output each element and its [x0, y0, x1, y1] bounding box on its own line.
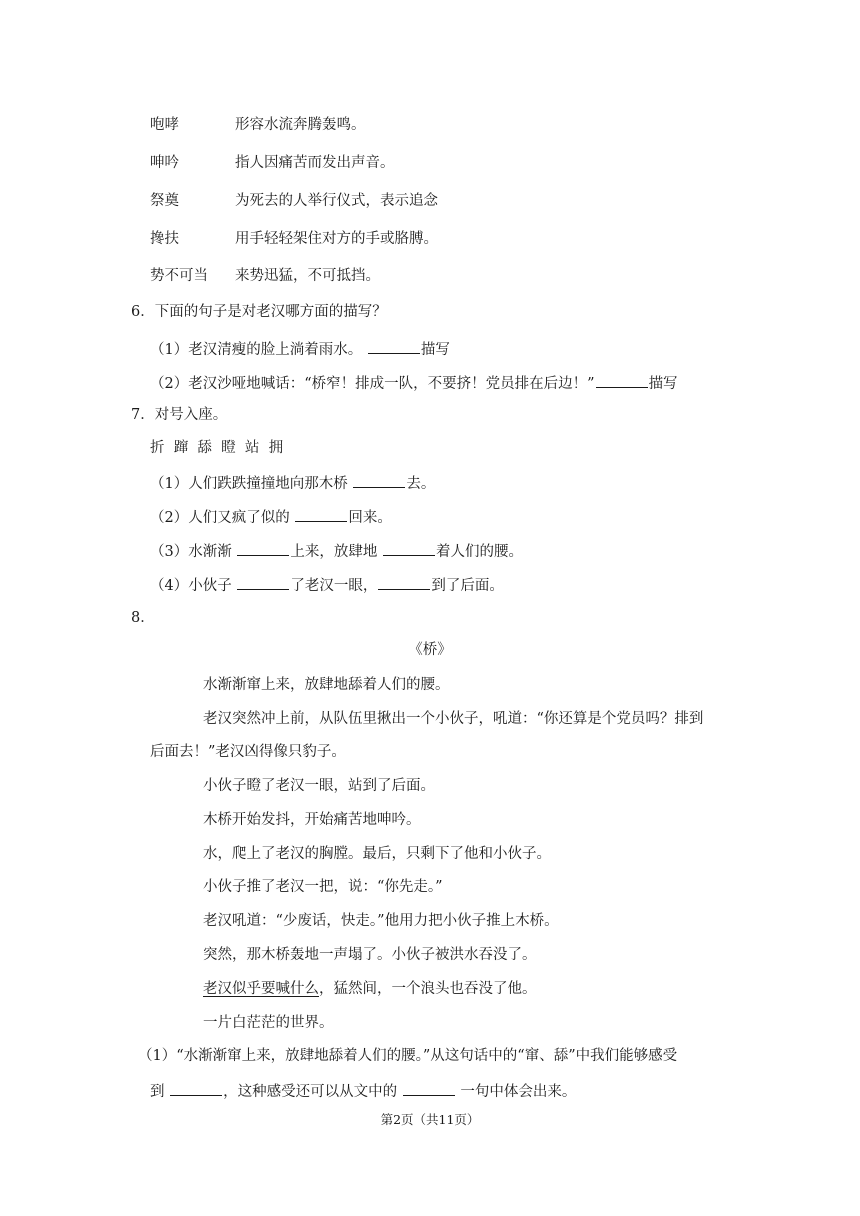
vocab-definition: 形容水流奔腾轰鸣。	[235, 117, 366, 133]
answer-blank[interactable]	[237, 540, 289, 556]
q6-item-2: （2）老汉沙哑地喊话：“桥窄！排成一队，不要挤！党员排在后边！” 描写	[150, 372, 678, 394]
vocab-definition: 用手轻轻架住对方的手或胳膊。	[235, 231, 438, 247]
vocab-term: 咆哮	[150, 117, 179, 133]
vocab-term: 势不可当	[150, 268, 208, 284]
passage-paragraph: 老汉突然冲上前，从队伍里揪出一个小伙子，吼道：“你还算是个党员吗？排到	[203, 711, 704, 727]
answer-blank[interactable]	[378, 574, 430, 590]
passage-paragraph: 老汉似乎要喊什么，猛然间，一个浪头也吞没了他。	[203, 981, 537, 997]
question-7	[131, 405, 227, 425]
passage-title: 《桥》	[408, 642, 452, 658]
question-prompt: 下面的句子是对老汉哪方面的描写？	[154, 304, 387, 320]
page-footer: 第2页（共11页）	[380, 1112, 480, 1127]
vocab-term: 搀扶	[150, 231, 179, 247]
q7-item-4: （4）小伙子 了老汉一眼， 到了后面。	[150, 574, 504, 596]
passage-paragraph: 木桥开始发抖，开始痛苦地呻吟。	[203, 812, 421, 828]
vocab-term: 祭奠	[150, 193, 179, 209]
question-number: 6．	[131, 304, 155, 320]
answer-blank[interactable]	[596, 372, 648, 388]
answer-blank[interactable]	[403, 1080, 455, 1096]
q8-sub1-line1: （1）“水渐渐窜上来，放肆地舔着人们的腰。”从这句话中的“窜、舔”中我们能够感受	[138, 1048, 678, 1064]
vocab-definition: 来势迅猛，不可抵挡。	[235, 268, 380, 284]
question-8-number: 8．	[131, 610, 155, 626]
passage-paragraph: 小伙子瞪了老汉一眼，站到了后面。	[203, 778, 435, 794]
passage-paragraph: 突然，那木桥轰地一声塌了。小伙子被洪水吞没了。	[203, 947, 537, 963]
question-6	[131, 302, 387, 322]
underlined-sentence: 老汉似乎要喊什么	[203, 981, 319, 997]
vocab-term: 呻吟	[150, 155, 179, 171]
answer-blank[interactable]	[170, 1080, 222, 1096]
answer-blank[interactable]	[295, 506, 347, 522]
vocab-definition: 为死去的人举行仪式，表示追念	[235, 193, 438, 209]
answer-blank[interactable]	[353, 472, 405, 488]
q7-item-2: （2）人们又疯了似的 回来。	[150, 506, 392, 528]
passage-paragraph: 老汉吼道：“少废话，快走。”他用力把小伙子推上木桥。	[203, 913, 559, 929]
q8-sub1-line2: 到 ，这种感受还可以从文中的 一句中体会出来。	[150, 1080, 576, 1102]
q7-item-1: （1）人们跌跌撞撞地向那木桥 去。	[150, 472, 435, 494]
passage-paragraph: 一片白茫茫的世界。	[203, 1015, 334, 1031]
answer-blank[interactable]	[237, 574, 289, 590]
q6-item-1: （1）老汉清瘦的脸上淌着雨水。 描写	[150, 338, 450, 360]
vocab-definition: 指人因痛苦而发出声音。	[235, 155, 395, 171]
q7-item-3: （3）水渐渐 上来，放肆地 着人们的腰。	[150, 540, 523, 562]
passage-paragraph: 水，爬上了老汉的胸膛。最后，只剩下了他和小伙子。	[203, 846, 551, 862]
passage-paragraph-continued: 后面去！”老汉凶得像只豹子。	[150, 744, 346, 760]
word-options: 折 蹿 舔 瞪 站 拥	[150, 440, 284, 456]
question-prompt: 对号入座。	[154, 407, 228, 423]
passage-paragraph: 小伙子推了老汉一把，说：“你先走。”	[203, 879, 443, 895]
passage-paragraph: 水渐渐窜上来，放肆地舔着人们的腰。	[203, 677, 450, 693]
question-number: 7．	[131, 407, 155, 423]
answer-blank[interactable]	[368, 338, 420, 354]
answer-blank[interactable]	[383, 540, 435, 556]
